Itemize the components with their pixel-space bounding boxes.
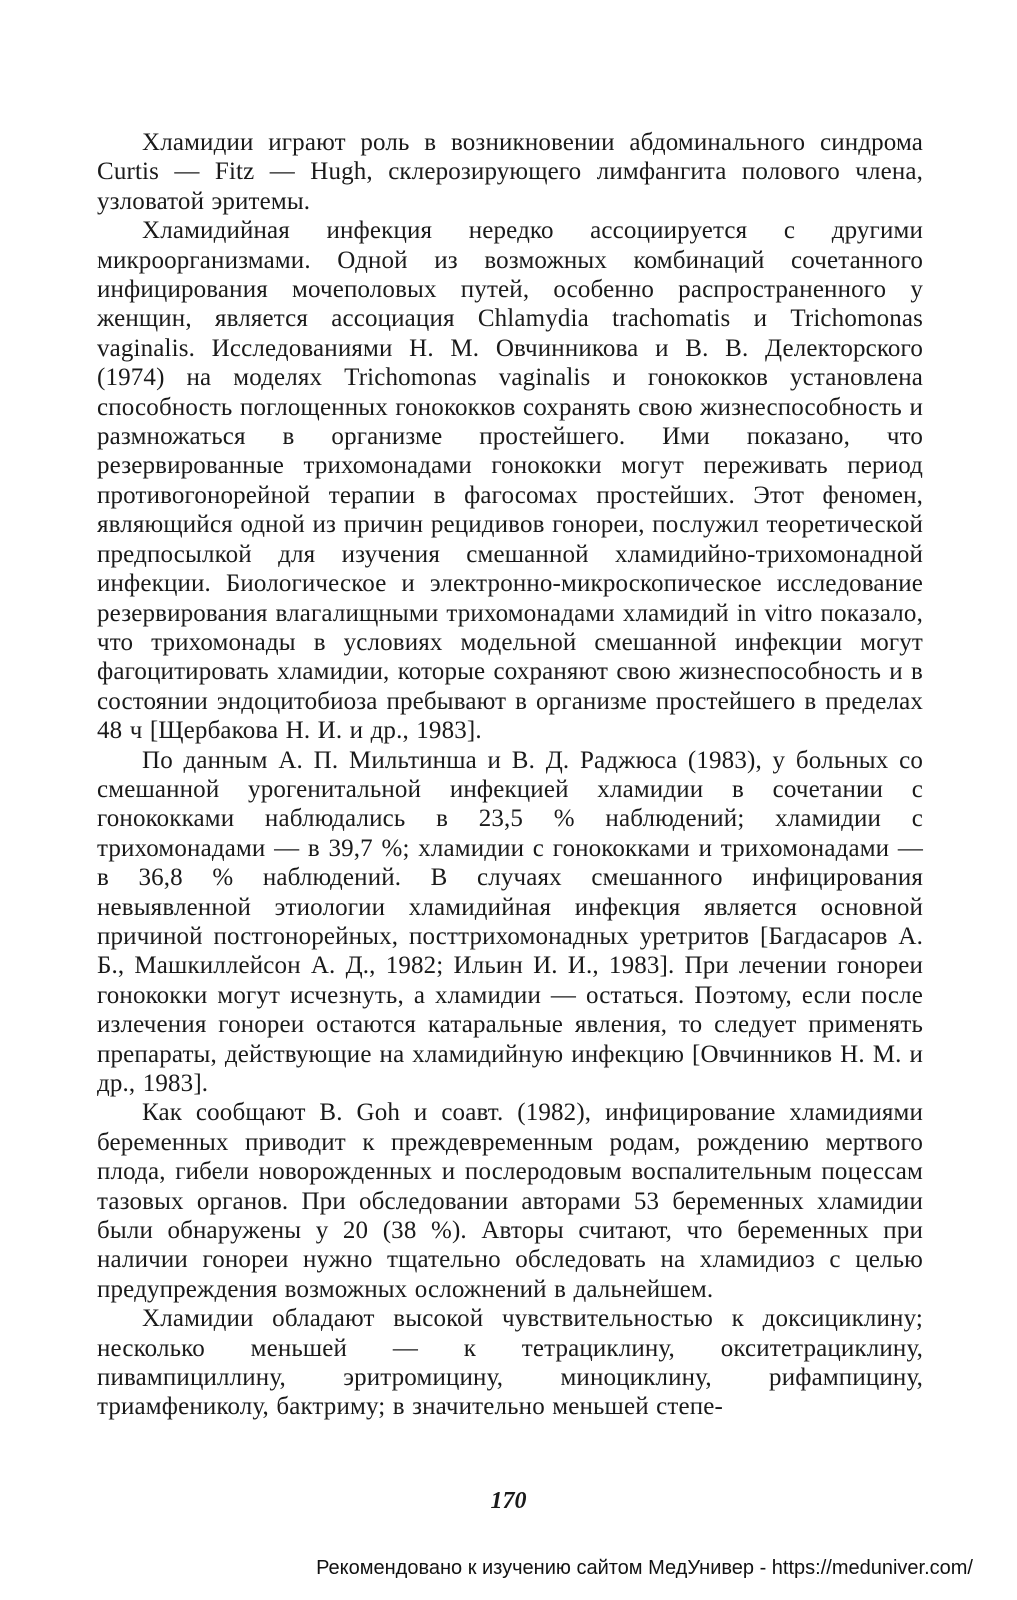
footer-watermark-text: Рекомендовано к изучению сайтом МедУнивер - https://meduniver.com/: [316, 1557, 973, 1579]
body-text: [97, 128, 923, 1422]
paragraph-pregnancy: Как сообщают B. Goh и соавт. (1982), инфицирование хламидиями беременных приводит к преждевременным родам, рождению мертвого плода, гибели новорожденных и послеродовым воспалительным поцессам тазовых органов. При обследовании авторами 53 беременных хламидии были обнаружены у 20 (38 %). Авторы считают, что беременных при наличии гонореи нужно тщательно обследовать на хламидиоз с целью предупреждения возможных осложнений в дальнейшем.: [97, 1099, 923, 1303]
paragraph-mixed-infection: Хламидийная инфекция нередко ассоциируется с другими микроорганизмами. Одной из возможных комбинаций сочетанного инфицирования мочеполовых путей, особенно распространенного у женщин, является ассоциация Chlamydia trachomatis и Trichomonas vaginalis. Исследованиями Н. М. Овчинникова и В. В. Делекторского (1974) на моделях Trichomonas vaginalis и гонококков установлена способность поглощенных гонококков сохранять свою жизнеспособность и размножаться в организме простейшего. Ими показано, что резервированные трихомонадами гонококки могут переживать период противогонорейной терапии в фагосомах простейших. Этот феномен, являющийся одной из причин рецидивов гонореи, послужил теоретической предпосылкой для изучения смешанной хламидийно-трихомонадной инфекции. Биологическое и электронно-микроскопическое исследование резервирования влагалищными трихомонадами хламидий in vitro показало, что трихомонады в условиях модельной смешанной инфекции могут фагоцитировать хламидии, которые сохраняют свою жизнеспособность и в состоянии эндоцитобиоза пребывают в организме простейшего в пределах 48 ч [Щербакова Н. И. и др., 1983].: [97, 217, 923, 745]
paragraph-antibiotic-sensitivity: Хламидии обладают высокой чувствительностью к доксициклину; несколько меньшей — к тетрациклину, окситетрациклину, пивампициллину, эритромицину, миноциклину, рифампицину, триамфениколу, бактриму; в значительно меньшей степе-: [97, 1305, 923, 1421]
paragraph-curtis-fitz-hugh: Хламидии играют роль в возникновении абдоминального синдрома Curtis — Fitz — Hugh, склерозирующего лимфангита полового члена, узловатой эритемы.: [97, 129, 923, 215]
page-number: 170: [490, 1488, 527, 1514]
paragraph-statistics: По данным А. П. Мильтинша и В. Д. Раджюса (1983), у больных со смешанной урогенитальной инфекцией хламидии в сочетании с гонококками наблюдались в 23,5 % наблюдений; хламидии с трихомонадами — в 39,7 %; хламидии с гонококками и трихомонадами — в 36,8 % наблюдений. В случаях смешанного инфицирования невыявленной этиологии хламидийная инфекция является основной причиной постгонорейных, посттрихомонадных уретритов [Багдасаров А. Б., Машкиллейсон А. Д., 1982; Ильин И. И., 1983]. При лечении гонореи гонококки могут исчезнуть, а хламидии — остаться. Поэтому, если после излечения гонореи остаются катаральные явления, то следует применять препараты, действующие на хламидийную инфекцию [Овчинников Н. М. и др., 1983].: [97, 746, 923, 1097]
